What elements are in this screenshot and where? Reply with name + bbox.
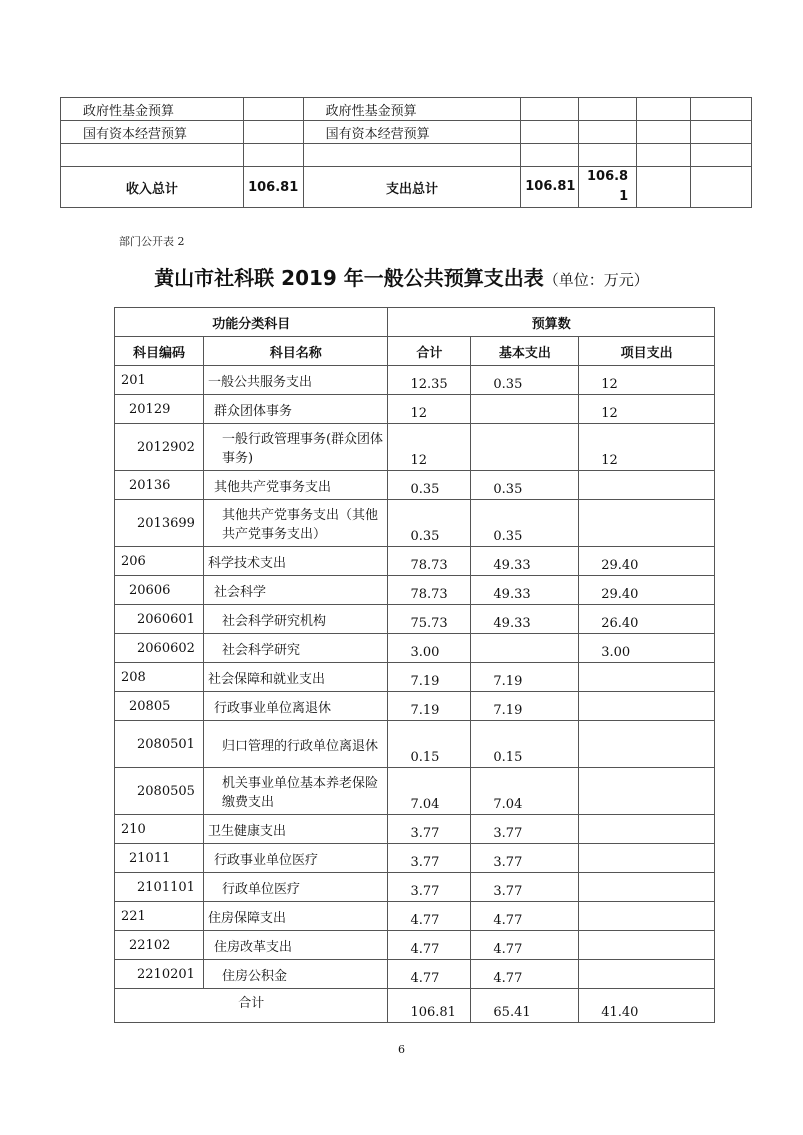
cell xyxy=(61,144,244,167)
cell-code: 2101101 xyxy=(115,873,204,902)
cell-name: 其他共产党事务支出（其他共产党事务支出） xyxy=(203,500,388,547)
cell-code: 2080505 xyxy=(115,768,204,815)
cell xyxy=(579,98,637,121)
cell-basic: 4.77 xyxy=(471,902,579,931)
cell xyxy=(637,98,691,121)
cell-project xyxy=(579,721,715,768)
cell-code: 20805 xyxy=(115,692,204,721)
cell-name: 一般行政管理事务(群众团体事务) xyxy=(203,424,388,471)
header-code: 科目编码 xyxy=(115,337,204,366)
cell-basic: 0.35 xyxy=(471,500,579,547)
cell-total: 4.77 xyxy=(388,960,471,989)
cell-basic: 3.77 xyxy=(471,873,579,902)
cell-code: 201 xyxy=(115,366,204,395)
cell-code: 20129 xyxy=(115,395,204,424)
cell-name: 社会保障和就业支出 xyxy=(203,663,388,692)
cell-basic: 0.15 xyxy=(471,721,579,768)
cell-total: 3.77 xyxy=(388,815,471,844)
cell-total: 12 xyxy=(388,395,471,424)
table-row xyxy=(115,902,715,931)
cell-total: 78.73 xyxy=(388,547,471,576)
table-row xyxy=(115,500,715,547)
cell-total: 75.73 xyxy=(388,605,471,634)
cell xyxy=(691,121,752,144)
cell-name: 群众团体事务 xyxy=(203,395,388,424)
cell-total: 12.35 xyxy=(388,366,471,395)
table-row xyxy=(61,98,752,121)
expense-total-basic: 106.81 xyxy=(579,167,637,208)
cell-basic: 4.77 xyxy=(471,931,579,960)
cell xyxy=(521,98,579,121)
income-expense-summary-table xyxy=(60,97,752,208)
income-total-label: 收入总计 xyxy=(61,167,244,208)
cell-project xyxy=(579,815,715,844)
table-row xyxy=(61,121,752,144)
cell xyxy=(637,167,691,208)
table-row xyxy=(115,721,715,768)
cell-project: 29.40 xyxy=(579,547,715,576)
cell xyxy=(521,121,579,144)
cell-name: 住房保障支出 xyxy=(203,902,388,931)
cell-name: 其他共产党事务支出 xyxy=(203,471,388,500)
cell-total: 3.77 xyxy=(388,873,471,902)
table-row xyxy=(115,815,715,844)
cell-project xyxy=(579,844,715,873)
cell-project xyxy=(579,873,715,902)
cell-name: 机关事业单位基本养老保险缴费支出 xyxy=(203,768,388,815)
cell-project: 12 xyxy=(579,395,715,424)
cell-name: 行政单位医疗 xyxy=(203,873,388,902)
cell-total: 0.35 xyxy=(388,500,471,547)
cell-project xyxy=(579,500,715,547)
cell-name: 归口管理的行政单位离退休 xyxy=(203,721,388,768)
cell-name: 社会科学研究机构 xyxy=(203,605,388,634)
cell-basic: 7.04 xyxy=(471,768,579,815)
table-row xyxy=(115,931,715,960)
cell-code: 21011 xyxy=(115,844,204,873)
table-row xyxy=(115,692,715,721)
cell-project xyxy=(579,960,715,989)
cell-total: 7.04 xyxy=(388,768,471,815)
header-basic: 基本支出 xyxy=(471,337,579,366)
cell-name: 住房公积金 xyxy=(203,960,388,989)
table-row xyxy=(115,873,715,902)
total-label: 合计 xyxy=(115,989,388,1023)
cell-total: 4.77 xyxy=(388,902,471,931)
page-number: 6 xyxy=(398,1043,405,1056)
title-text: 黄山市社科联 2019 年一般公共预算支出表 xyxy=(154,266,544,290)
cell-basic xyxy=(471,424,579,471)
cell-code: 206 xyxy=(115,547,204,576)
header-row xyxy=(115,337,715,366)
cell-code: 210 xyxy=(115,815,204,844)
cell-basic: 7.19 xyxy=(471,692,579,721)
cell-total: 0.35 xyxy=(388,471,471,500)
cell-total: 3.77 xyxy=(388,844,471,873)
cell-basic: 3.77 xyxy=(471,815,579,844)
cell-name: 卫生健康支出 xyxy=(203,815,388,844)
income-item: 国有资本经营预算 xyxy=(61,121,244,144)
cell-name: 行政事业单位医疗 xyxy=(203,844,388,873)
cell-basic: 0.35 xyxy=(471,471,579,500)
cell xyxy=(579,121,637,144)
expense-total-amount: 106.81 xyxy=(521,167,579,208)
header-total: 合计 xyxy=(388,337,471,366)
cell-name: 社会科学 xyxy=(203,576,388,605)
cell-project xyxy=(579,692,715,721)
expense-item: 政府性基金预算 xyxy=(303,98,521,121)
table-row xyxy=(115,395,715,424)
total-basic: 65.41 xyxy=(471,989,579,1023)
page-title xyxy=(0,262,803,291)
cell-project: 3.00 xyxy=(579,634,715,663)
cell-project: 26.40 xyxy=(579,605,715,634)
cell-code: 2060602 xyxy=(115,634,204,663)
header-group-row xyxy=(115,308,715,337)
cell xyxy=(637,121,691,144)
cell xyxy=(691,98,752,121)
cell xyxy=(303,144,521,167)
header-project: 项目支出 xyxy=(579,337,715,366)
table-row xyxy=(115,663,715,692)
expense-item: 国有资本经营预算 xyxy=(303,121,521,144)
expense-total-label: 支出总计 xyxy=(303,167,521,208)
cell-total: 78.73 xyxy=(388,576,471,605)
cell-project xyxy=(579,902,715,931)
table-row xyxy=(115,634,715,663)
cell-basic xyxy=(471,395,579,424)
header-name: 科目名称 xyxy=(203,337,388,366)
cell-total: 7.19 xyxy=(388,692,471,721)
cell-basic: 4.77 xyxy=(471,960,579,989)
table-row xyxy=(115,576,715,605)
cell-code: 22102 xyxy=(115,931,204,960)
cell xyxy=(691,144,752,167)
cell-name: 住房改革支出 xyxy=(203,931,388,960)
cell-code: 221 xyxy=(115,902,204,931)
cell-project xyxy=(579,663,715,692)
cell-name: 科学技术支出 xyxy=(203,547,388,576)
cell-basic: 49.33 xyxy=(471,547,579,576)
income-item: 政府性基金预算 xyxy=(61,98,244,121)
table-row xyxy=(115,960,715,989)
header-budget-amount: 预算数 xyxy=(388,308,715,337)
cell-name: 一般公共服务支出 xyxy=(203,366,388,395)
cell-total: 7.19 xyxy=(388,663,471,692)
expenditure-table xyxy=(114,307,715,1023)
total-total: 106.81 xyxy=(388,989,471,1023)
cell xyxy=(691,167,752,208)
table-row xyxy=(115,844,715,873)
cell-code: 2060601 xyxy=(115,605,204,634)
cell-project xyxy=(579,931,715,960)
cell-total: 4.77 xyxy=(388,931,471,960)
cell-total: 12 xyxy=(388,424,471,471)
cell-project xyxy=(579,471,715,500)
cell-project: 29.40 xyxy=(579,576,715,605)
table-row xyxy=(115,366,715,395)
cell xyxy=(521,144,579,167)
cell-basic: 0.35 xyxy=(471,366,579,395)
cell-code: 208 xyxy=(115,663,204,692)
header-functional-category: 功能分类科目 xyxy=(115,308,388,337)
table-row xyxy=(115,768,715,815)
cell-basic: 3.77 xyxy=(471,844,579,873)
cell-name: 行政事业单位离退休 xyxy=(203,692,388,721)
cell-basic: 7.19 xyxy=(471,663,579,692)
cell-name: 社会科学研究 xyxy=(203,634,388,663)
total-row xyxy=(115,989,715,1023)
table-row xyxy=(115,547,715,576)
income-amount xyxy=(243,98,303,121)
cell-code: 2012902 xyxy=(115,424,204,471)
cell-basic xyxy=(471,634,579,663)
cell-project xyxy=(579,768,715,815)
cell-basic: 49.33 xyxy=(471,605,579,634)
table-row xyxy=(61,144,752,167)
income-total-amount: 106.81 xyxy=(243,167,303,208)
total-row xyxy=(61,167,752,208)
cell-code: 2210201 xyxy=(115,960,204,989)
cell-basic: 49.33 xyxy=(471,576,579,605)
cell-total: 3.00 xyxy=(388,634,471,663)
cell-total: 0.15 xyxy=(388,721,471,768)
cell-code: 2080501 xyxy=(115,721,204,768)
total-project: 41.40 xyxy=(579,989,715,1023)
cell xyxy=(637,144,691,167)
income-amount xyxy=(243,121,303,144)
table-row xyxy=(115,424,715,471)
cell xyxy=(579,144,637,167)
cell-project: 12 xyxy=(579,424,715,471)
unit-label: （单位：万元） xyxy=(543,271,649,289)
table-row xyxy=(115,471,715,500)
cell-code: 20606 xyxy=(115,576,204,605)
cell-project: 12 xyxy=(579,366,715,395)
cell-code: 2013699 xyxy=(115,500,204,547)
cell xyxy=(243,144,303,167)
cell-code: 20136 xyxy=(115,471,204,500)
table-label: 部门公开表 2 xyxy=(119,235,185,248)
table-row xyxy=(115,605,715,634)
